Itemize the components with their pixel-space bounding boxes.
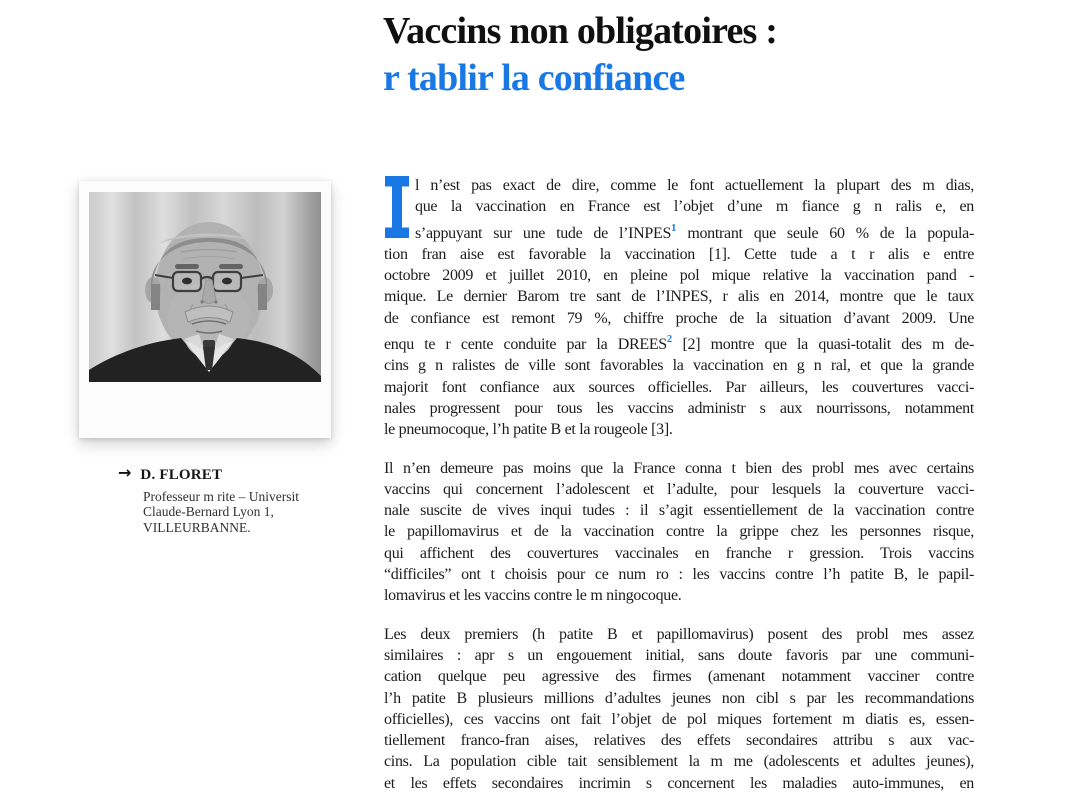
text-line: Il n’en demeure pas moins que la France conna t bien des probl mes avec certains [384, 459, 974, 477]
footnote-ref-1: 1 [671, 222, 677, 234]
text-segment: [2] montre que la quasi-totalit des m de- [672, 336, 974, 354]
text-line: et les effets secondaires incrimin s concernent les maladies auto-immunes, en [384, 774, 974, 792]
text-line: tion fran aise est favorable la vaccination [1]. Cette tude a t r alis e entre [384, 245, 974, 263]
text-line: mique. Le dernier Barom tre sant de l’INPES, r alis en 2014, montre que le taux [384, 288, 974, 306]
text-line [384, 329, 974, 355]
text-segment: enqu te r cente conduite par la DREES [384, 336, 667, 354]
text-line: nales progressent pour tous les vaccins administr s aux nourrissons, notamment [384, 399, 974, 417]
text-segment: montrant que seule 60 % de la popula- [676, 224, 974, 242]
text-line: similaires : apr s un engouement initial, sans doute favoris par une communi- [384, 646, 974, 664]
text-line: “difficiles” ont t choisis pour ce num ro : les vaccins contre l’h patite B, le papil- [384, 566, 974, 584]
text-line: cins. La population cible tait sensiblement la m me (adolescents et adultes jeunes), [384, 753, 974, 771]
dropcap-letter [385, 176, 409, 238]
text-line: de confiance est remont 79 %, chiffre proche de la situation d’avant 2009. Une [384, 309, 974, 327]
text-line: lomavirus et les vaccins contre le m ningocoque. [384, 587, 682, 605]
portrait-photo [89, 192, 321, 382]
article-title [383, 8, 777, 102]
text-line: majorit font confiance aux sources officielles. Par ailleurs, les couvertures vacci- [384, 378, 974, 396]
text-line: l n’est pas exact de dire, comme le font actuellement la plupart des m dias, [415, 177, 974, 194]
paragraph-2 [384, 458, 974, 607]
text-line: Les deux premiers (h patite B et papillomavirus) posent des probl mes assez [384, 625, 974, 643]
title-line-1: Vaccins non obligatoires : [383, 10, 778, 52]
author-block [118, 464, 348, 535]
text-line: tiellement franco-fran aises, relatives des effets secondaires attribu s aux vac- [384, 732, 974, 750]
portrait-illustration [89, 192, 321, 382]
text-segment: s’appuyant sur une tude de l’INPES [415, 224, 672, 242]
text-line [384, 218, 974, 244]
author-name: D. FLORET [140, 467, 223, 483]
text-line: qui affichent des couvertures vaccinales en franche r gression. Trois vaccins [384, 544, 974, 562]
arrow-icon: → [118, 463, 132, 482]
author-detail-line: VILLEURBANNE. [143, 519, 251, 535]
text-line: cation quelque peu agressive des firmes (amenant notamment vacciner contre [384, 668, 974, 686]
text-line: officielles), ces vaccins ont fait l’objet de pol miques fortement m diatis es, essen- [384, 710, 974, 728]
author-photo-polaroid [79, 181, 331, 438]
text-line: cins g n ralistes de ville sont favorables la vaccination en g n ral, et que la grande [384, 357, 974, 375]
author-detail-line: Claude-Bernard Lyon 1, [143, 504, 274, 520]
paragraph-1 [384, 175, 974, 441]
author-detail-line: Professeur m rite – Universit [143, 489, 299, 504]
paragraph-3 [384, 624, 974, 794]
article-title-block [383, 8, 777, 102]
footnote-ref-2: 2 [666, 334, 673, 346]
title-line-2: r tablir la confiance [383, 57, 685, 99]
text-line: que la vaccination en France est l’objet d’une m fiance g n ralis e, en [415, 198, 974, 216]
text-line: le pneumocoque, l’h patite B et la rougeole [3]. [384, 421, 673, 439]
text-line: le papillomavirus et de la vaccination contre la grippe chez les personnes risque, [384, 523, 974, 541]
author-details [143, 489, 348, 535]
article-body [384, 175, 974, 794]
text-line: nale suscite de vives inqui tudes : il s’agit essentiellement de la vaccination contre [384, 502, 974, 520]
text-line: l’h patite B plusieurs millions d’adultes jeunes non cibl s par les recommandations [384, 689, 974, 707]
text-line: octobre 2009 et juillet 2010, en pleine pol mique relative la vaccination pand - [384, 267, 974, 285]
text-line: vaccins qui concernent l’adolescent et l’adulte, pour lesquels la couverture vacci- [384, 480, 974, 498]
